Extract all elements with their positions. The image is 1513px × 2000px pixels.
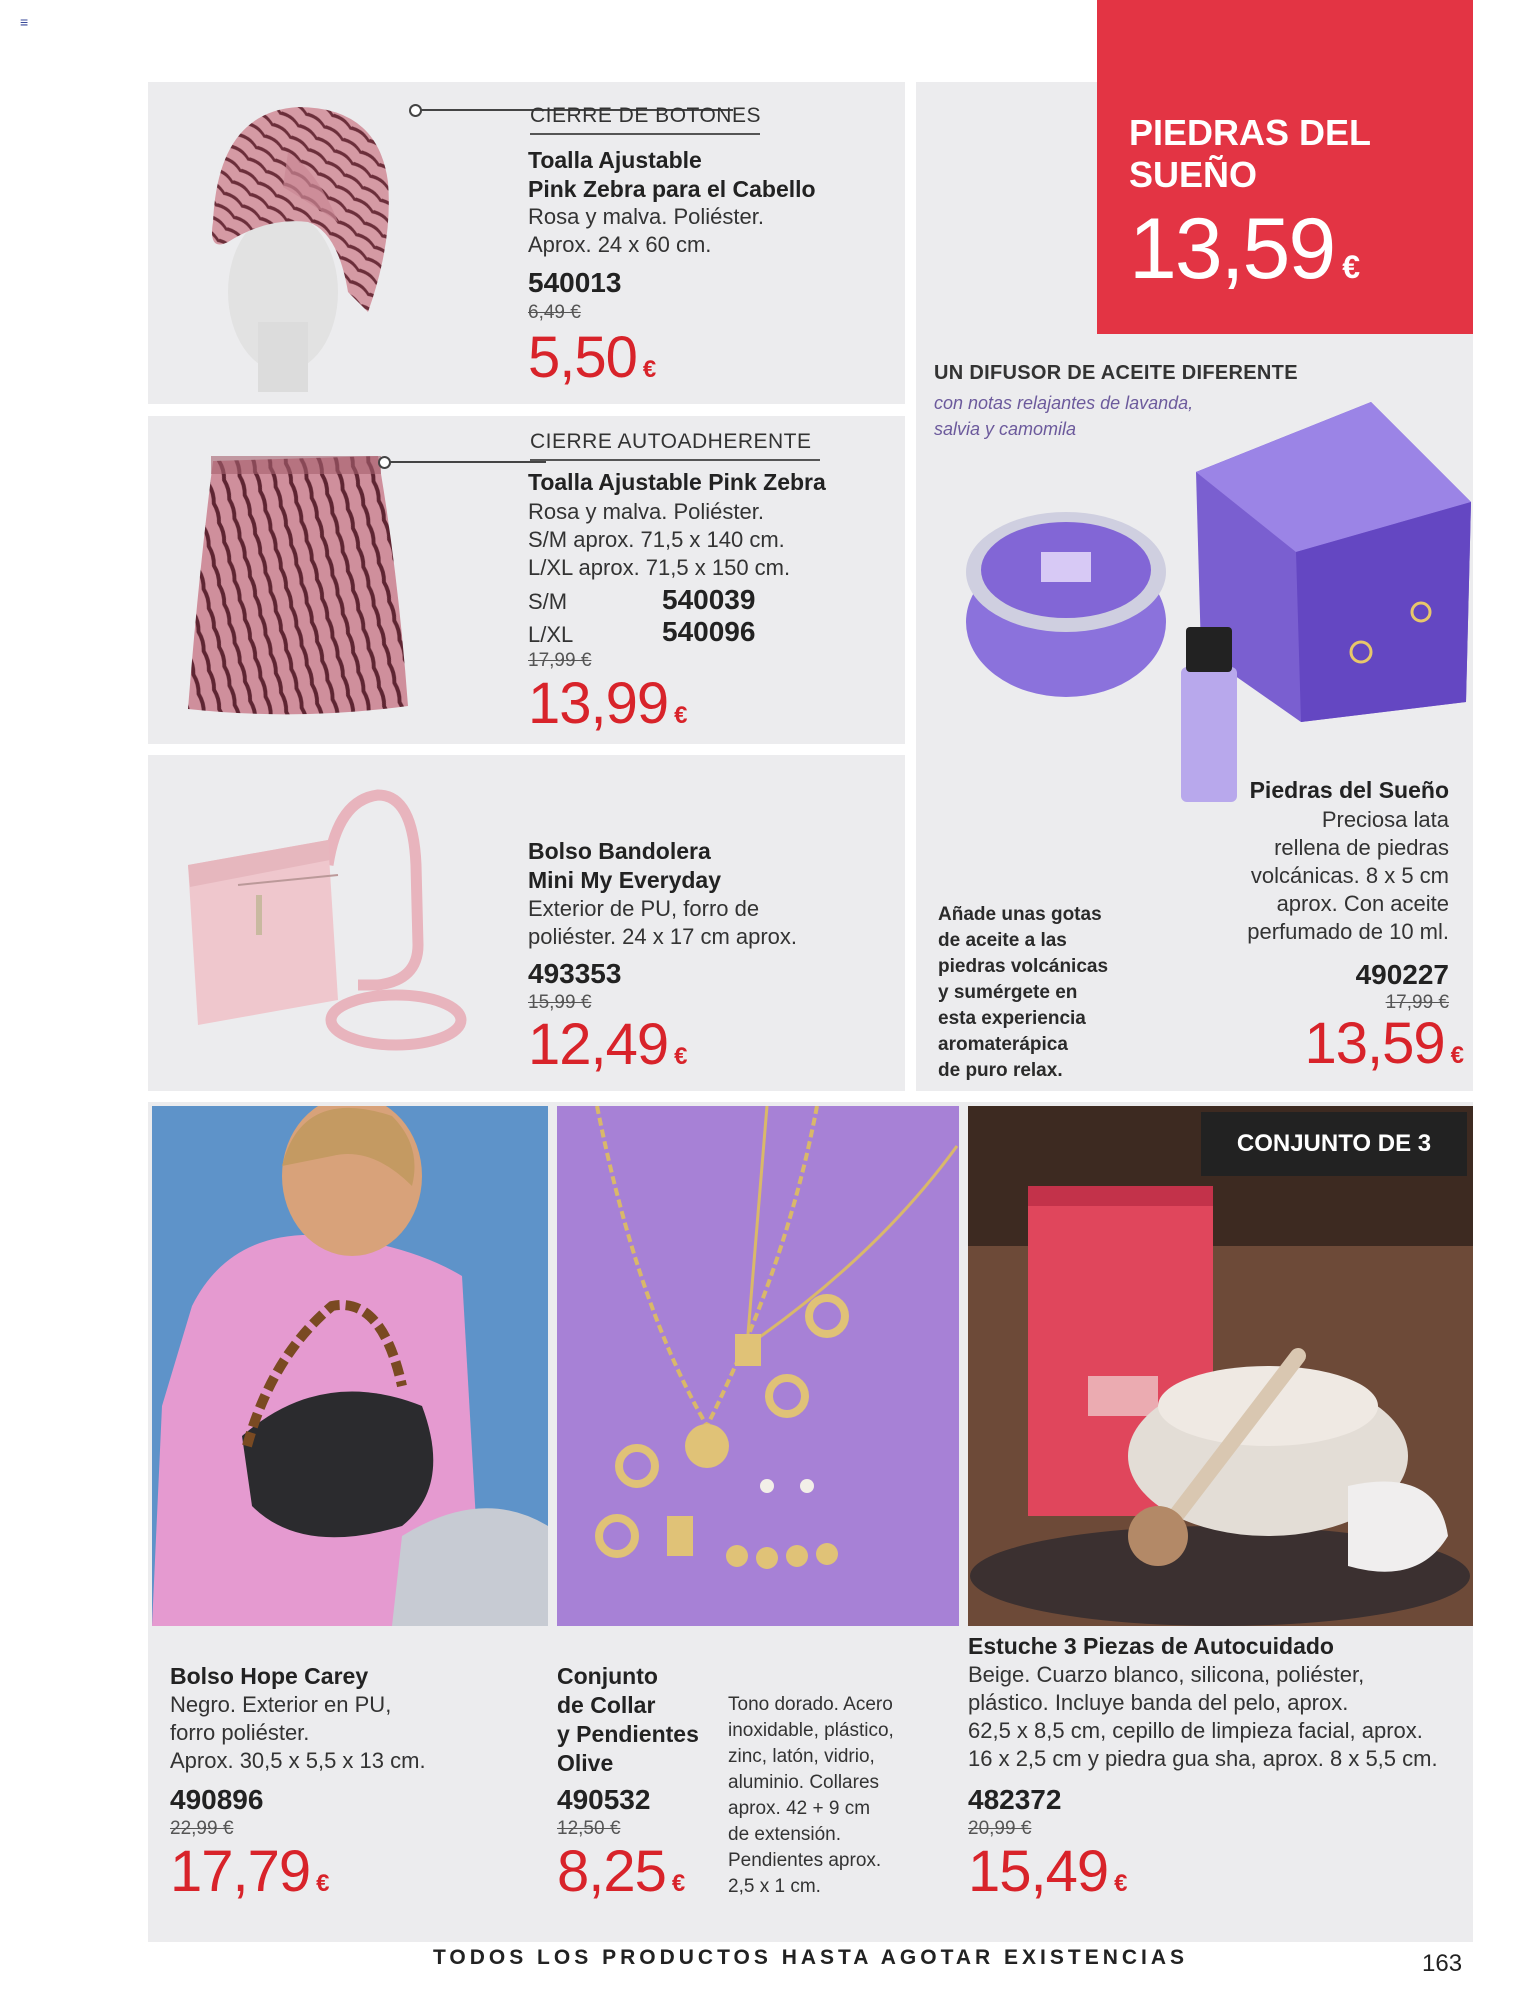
currency-symbol: € [1342, 249, 1359, 285]
price [557, 1838, 684, 1905]
description-line: Tono dorado. Acero [728, 1694, 893, 1715]
description-line: aluminio. Collares [728, 1772, 880, 1793]
price [968, 1838, 1127, 1905]
old-price: 12,50 € [557, 1818, 621, 1839]
description-line: L/XL aprox. 71,5 x 150 cm. [528, 555, 791, 580]
price [1304, 1010, 1463, 1077]
description-line: rellena de piedras [1274, 835, 1449, 860]
footer-notice: TODOS LOS PRODUCTOS HASTA AGOTAR EXISTENCIAS [432, 1946, 1189, 1969]
price-value: 12,49 [528, 1012, 669, 1077]
description-line: poliéster. 24 x 17 cm aprox. [528, 924, 798, 949]
product-name: Estuche 3 Piezas de Autocuidado [968, 1633, 1334, 1659]
product-name [528, 837, 721, 895]
banner-title-line: SUEÑO [1129, 154, 1258, 195]
old-price: 20,99 € [968, 1818, 1032, 1839]
description-line: Negro. Exterior en PU, [170, 1692, 392, 1717]
size-label: S/M [528, 589, 568, 614]
product-panel-crossbody [148, 755, 905, 1091]
banner-price-value: 13,59 [1129, 201, 1335, 297]
tip-line: de puro relax. [938, 1060, 1063, 1081]
crossbody-bag-photo [178, 785, 478, 1070]
description-line: S/M aprox. 71,5 x 140 cm. [528, 527, 785, 552]
currency-symbol: € [674, 1043, 687, 1070]
selfcare-set-photo [968, 1106, 1473, 1626]
description-line: Pendientes aprox. [728, 1850, 882, 1871]
currency-symbol: € [671, 1870, 685, 1897]
usage-tip [938, 902, 1108, 1084]
old-price: 17,99 € [1385, 992, 1449, 1013]
product-description [1247, 806, 1449, 946]
old-price: 15,99 € [528, 992, 592, 1013]
product-name [557, 1662, 699, 1778]
description-line: Rosa y malva. Poliéster. [528, 499, 764, 524]
product-name: Bolso Hope Carey [170, 1663, 369, 1689]
product-description [968, 1661, 1438, 1773]
subheadline-line: con notas relajantes de lavanda, [934, 393, 1194, 413]
product-name-line: Pink Zebra para el Cabello [528, 176, 816, 202]
feature-tag: CIERRE DE BOTONES [530, 104, 761, 127]
product-name-line: Toalla Ajustable [528, 147, 702, 173]
feature-tag: CIERRE AUTOADHERENTE [530, 430, 812, 453]
currency-symbol: € [642, 356, 656, 383]
price [528, 670, 687, 737]
description-line: Preciosa lata [1321, 807, 1449, 832]
description-line: de extensión. [728, 1824, 842, 1845]
tip-line: piedras volcánicas [938, 956, 1109, 977]
bundle-badge: CONJUNTO DE 3 [1201, 1112, 1467, 1176]
tip-line: aromaterápica [938, 1034, 1068, 1055]
banner-title [1129, 112, 1371, 196]
description-line: Aprox. 24 x 60 cm. [528, 232, 712, 257]
currency-symbol: € [1450, 1042, 1463, 1069]
description-line: Exterior de PU, forro de [528, 896, 760, 921]
product-description [728, 1692, 894, 1900]
description-line: forro poliéster. [170, 1720, 310, 1745]
product-name-line: Conjunto [557, 1663, 658, 1689]
old-price: 6,49 € [528, 302, 581, 323]
product-panel-wrap [148, 416, 905, 744]
tag-leader-dot [409, 104, 422, 117]
product-name-line: Olive [557, 1750, 614, 1776]
tip-line: esta experiencia [938, 1008, 1086, 1029]
description-line: 16 x 2,5 cm y piedra gua sha, aprox. 8 x 5,5 cm. [968, 1746, 1438, 1771]
banner-title-line: PIEDRAS DEL [1129, 112, 1372, 153]
product-name [528, 146, 816, 204]
price [528, 324, 655, 391]
product-description [528, 203, 764, 259]
price-value: 8,25 [557, 1839, 666, 1904]
description-line: Beige. Cuarzo blanco, silicona, poliéster, [968, 1662, 1365, 1687]
product-code: 540013 [528, 267, 622, 298]
subheadline [934, 390, 1193, 442]
product-name: Piedras del Sueño [1249, 777, 1449, 803]
description-line: aprox. 42 + 9 cm [728, 1798, 871, 1819]
old-price: 22,99 € [170, 1818, 234, 1839]
description-line: aprox. Con aceite [1276, 891, 1449, 916]
price-value: 5,50 [528, 325, 637, 390]
size-code: 540039 [662, 584, 756, 615]
tag-underline [530, 459, 820, 461]
price [528, 1011, 687, 1078]
currency-symbol: € [674, 702, 687, 729]
product-panel-turban [148, 82, 905, 404]
price [170, 1838, 329, 1905]
description-line: perfumado de 10 ml. [1247, 919, 1449, 944]
product-name-line: Bolso Bandolera [528, 838, 711, 864]
product-name-line: y Pendientes [557, 1721, 699, 1747]
description-line: 62,5 x 8,5 cm, cepillo de limpieza facial, aprox. [968, 1718, 1423, 1743]
banner-price [1129, 200, 1358, 299]
description-line: plástico. Incluye banda del pelo, aprox. [968, 1690, 1349, 1715]
promo-banner [1097, 0, 1473, 334]
old-price: 17,99 € [528, 650, 592, 671]
tag-leader-line [386, 461, 546, 463]
tag-leader-dot [378, 456, 391, 469]
product-name-line: de Collar [557, 1692, 656, 1718]
size-label: L/XL [528, 622, 574, 647]
product-description [528, 498, 790, 582]
size-code: 540096 [662, 616, 756, 647]
price-value: 15,49 [968, 1839, 1109, 1904]
product-code: 490896 [170, 1784, 264, 1815]
subheadline-line: salvia y camomila [934, 419, 1077, 439]
description-line: 2,5 x 1 cm. [728, 1876, 821, 1897]
wrap-towel-photo [178, 451, 428, 721]
product-code: 490532 [557, 1784, 651, 1815]
price-value: 17,79 [170, 1839, 311, 1904]
corner-mark: ≡ [20, 14, 29, 30]
turban-photo [188, 92, 418, 392]
headline: UN DIFUSOR DE ACEITE DIFERENTE [934, 362, 1298, 384]
tip-line: y sumérgete en [938, 982, 1078, 1003]
product-code: 490227 [1355, 959, 1449, 990]
price-value: 13,59 [1304, 1011, 1445, 1076]
description-line: Rosa y malva. Poliéster. [528, 204, 764, 229]
tag-underline [530, 133, 760, 135]
description-line: volcánicas. 8 x 5 cm [1250, 863, 1449, 888]
product-code: 493353 [528, 958, 622, 989]
product-code: 482372 [968, 1784, 1062, 1815]
hope-bag-photo [152, 1106, 548, 1626]
product-name-line: Mini My Everyday [528, 867, 722, 893]
tip-line: Añade unas gotas [938, 904, 1102, 925]
description-line: inoxidable, plástico, [728, 1720, 894, 1741]
olive-jewelry-photo [557, 1106, 959, 1626]
description-line: zinc, latón, vidrio, [728, 1746, 875, 1767]
price-value: 13,99 [528, 671, 669, 736]
page-number: 163 [1422, 1950, 1463, 1977]
description-line: Aprox. 30,5 x 5,5 x 13 cm. [170, 1748, 426, 1773]
product-description [528, 895, 797, 951]
currency-symbol: € [316, 1870, 329, 1897]
product-name: Toalla Ajustable Pink Zebra [528, 469, 826, 495]
tip-line: de aceite a las [938, 930, 1067, 951]
product-description [170, 1691, 426, 1775]
currency-symbol: € [1114, 1870, 1127, 1897]
